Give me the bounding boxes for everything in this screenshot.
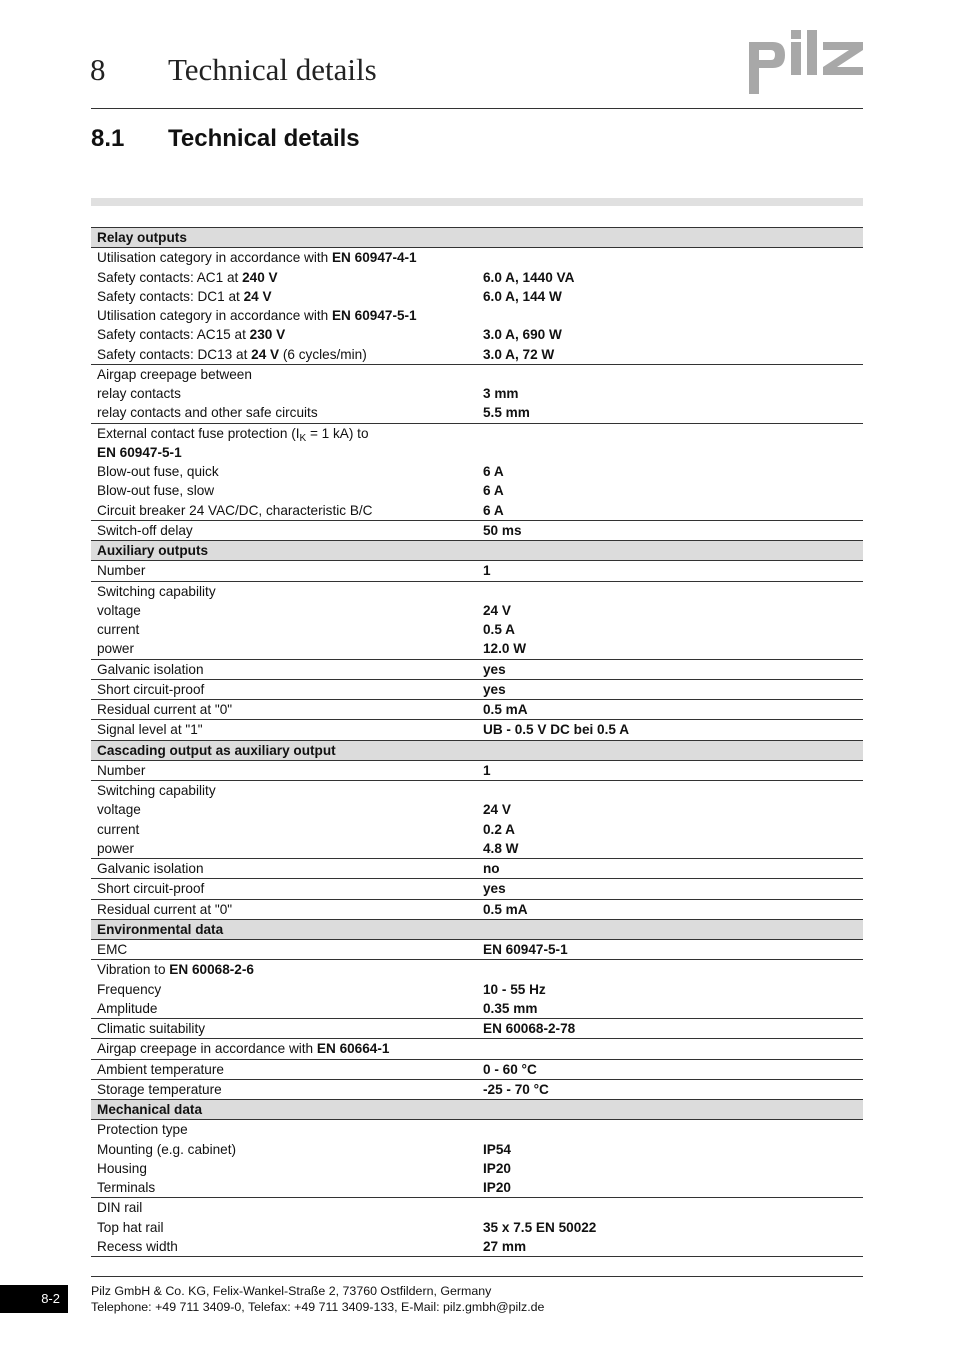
table-row [91,781,863,801]
table-row [91,1120,863,1140]
technical-details-table [91,227,863,1257]
label-suffix: = 1 kA) to [306,425,369,441]
row-label [91,520,477,540]
label-text: Top hat rail [97,1219,164,1235]
table-row [91,760,863,780]
label-text: Switching capability [97,783,216,798]
label-text: Recess width [97,1238,178,1254]
section-header-label: Cascading output as auxiliary output [91,740,477,760]
label-text: Short circuit-proof [97,681,205,697]
table-row [91,601,863,620]
row-value [477,1198,863,1218]
row-label [91,620,477,639]
row-value: 4.8 W [477,839,863,859]
table-row [91,879,863,899]
row-value: IP54 [483,1141,511,1157]
table-row [91,940,863,960]
table-row [91,960,863,980]
table-row [91,248,863,268]
header-rule [91,108,863,109]
row-label [91,581,477,601]
label-text: Storage temperature [97,1081,222,1097]
row-label [91,443,477,462]
row-value: EN 60947-5-1 [477,940,863,960]
row-value: 3.0 A, 690 W [483,327,562,343]
label-text: Safety contacts: AC1 at [97,269,243,285]
label-text: DIN rail [97,1200,143,1216]
row-label [91,345,477,365]
row-label [91,306,477,325]
label-standard: EN 60947-5-1 [331,308,417,323]
section-header-value [477,740,863,760]
label-text: Mounting (e.g. cabinet) [97,1141,237,1157]
table-row [91,501,863,521]
label-standard: EN 60947-5-1 [97,444,182,460]
row-value: 6 A [483,483,504,499]
section-header-value [477,228,863,248]
table-row [91,462,863,481]
label-text: Ambient temperature [97,1061,224,1077]
table-row [91,1059,863,1079]
row-value: yes [477,679,863,699]
row-label [91,1039,477,1059]
table-row [91,800,863,819]
table-row [91,306,863,325]
label-text: Short circuit-proof [97,881,205,897]
label-text: power [97,641,135,657]
table-row [91,820,863,839]
row-value [477,960,863,980]
row-value: 6 A [483,464,504,479]
table-section-header [91,740,863,760]
label-text: Number [97,762,146,778]
table-row [91,639,863,659]
label-text: Airgap creepage between [97,366,252,382]
table-row [91,581,863,601]
table-row [91,1019,863,1039]
row-value: 6 A [477,501,863,521]
label-subscript: K [299,432,307,444]
table-row [91,720,863,740]
row-label [91,700,477,720]
row-value: 24 V [483,602,511,618]
table-section-header [91,228,863,248]
row-value: 35 x 7.5 EN 50022 [483,1219,597,1235]
table-row [91,980,863,999]
label-text: voltage [97,602,141,618]
table-row [91,679,863,699]
row-label [91,820,477,839]
row-value [477,364,863,384]
row-label [91,501,477,521]
row-value: 0 - 60 °C [477,1059,863,1079]
row-label [91,980,477,999]
label-text: Blow-out fuse, slow [97,483,215,499]
row-value: yes [477,879,863,899]
table-row [91,443,863,462]
row-value [477,781,863,801]
row-label [91,1059,477,1079]
row-label [91,960,477,980]
label-standard: 240 V [242,269,278,285]
label-text: Frequency [97,981,162,997]
section-header-label: Auxiliary outputs [91,541,477,561]
chapter-title: Technical details [168,52,377,87]
label-text: power [97,840,135,856]
row-label [91,781,477,801]
row-label [91,879,477,899]
section-title: Technical details [168,125,360,152]
label-text: Protection type [97,1122,188,1138]
label-text: Switch-off delay [97,522,193,538]
table-row [91,268,863,287]
row-label [91,325,477,344]
table-row [91,1178,863,1198]
table-row [91,700,863,720]
label-text: relay contacts [97,386,181,401]
row-label [91,859,477,879]
table-row [91,520,863,540]
row-label [91,1178,477,1198]
row-value [477,581,863,601]
table-section-header [91,541,863,561]
row-label [91,1218,477,1237]
row-value: no [477,859,863,879]
row-value: 24 V [483,802,511,818]
footer-rule [91,1276,863,1277]
table-row [91,403,863,423]
row-value [477,443,863,462]
row-label [91,601,477,620]
row-value [477,1039,863,1059]
row-label [91,679,477,699]
row-value: 0.2 A [483,821,515,837]
label-standard: 24 V [251,346,280,362]
section-header-value [477,1100,863,1120]
row-label [91,800,477,819]
label-suffix: (6 cycles/min) [279,346,367,362]
row-value: 6.0 A, 1440 VA [483,269,575,285]
section-header-label: Mechanical data [91,1100,477,1120]
row-label [91,839,477,859]
row-label [91,1120,477,1140]
table-row [91,1218,863,1237]
row-value: 27 mm [483,1238,527,1254]
row-label [91,423,477,443]
table-row [91,620,863,639]
table-row [91,364,863,384]
row-value [477,423,863,443]
row-value: 50 ms [477,520,863,540]
row-value: 3.0 A, 72 W [477,345,863,365]
row-value: UB - 0.5 V DC bei 0.5 A [477,720,863,740]
label-text: Terminals [97,1180,156,1195]
row-label [91,899,477,919]
section-header-label: Environmental data [91,919,477,939]
row-value [477,1120,863,1140]
label-text: Airgap creepage in accordance with [97,1041,317,1057]
label-text: Utilisation category in accordance with [97,250,332,266]
row-label [91,364,477,384]
row-value: 6.0 A, 144 W [483,288,562,304]
row-value: 10 - 55 Hz [483,981,546,997]
label-standard: 230 V [249,327,286,343]
row-label [91,1237,477,1257]
table-row [91,859,863,879]
row-label [91,760,477,780]
table-row [91,1140,863,1159]
row-label [91,403,477,423]
row-value: IP20 [477,1178,863,1198]
row-label [91,481,477,500]
table-row [91,345,863,365]
page-number: 8-2 [0,1285,68,1313]
row-label [91,999,477,1019]
row-label [91,720,477,740]
label-text: Safety contacts: DC13 at [97,346,252,362]
row-label [91,1019,477,1039]
table-row [91,1039,863,1059]
label-text: Signal level at "1" [97,722,203,738]
row-label [91,1079,477,1099]
section-header-label: Relay outputs [91,228,477,248]
label-text: Switching capability [97,583,216,599]
row-label [91,1140,477,1159]
label-text: Utilisation category in accordance with [97,308,332,323]
row-value [477,306,863,325]
row-value [477,248,863,268]
label-standard: EN 60664-1 [316,1041,390,1057]
label-text: current [97,622,140,637]
section-header-value [477,541,863,561]
row-value: IP20 [483,1160,511,1176]
label-text: Safety contacts: DC1 at [97,288,244,304]
label-text: voltage [97,802,141,818]
chapter-number: 8 [90,52,106,87]
table-section-header [91,919,863,939]
table-row [91,1237,863,1257]
label-text: Residual current at "0" [97,901,233,917]
table-row [91,999,863,1019]
table-row [91,423,863,443]
label-text: current [97,821,140,837]
table-row [91,561,863,581]
table-row [91,1159,863,1178]
table-row [91,659,863,679]
footer-contact: Telephone: +49 711 3409-0, Telefax: +49 711 3409-133, E-Mail: pilz.gmbh@pilz.de [91,1300,545,1314]
table-row [91,481,863,500]
row-value: 0.5 A [483,622,515,637]
row-value: 5.5 mm [477,403,863,423]
table-row [91,384,863,403]
row-value: 1 [477,760,863,780]
section-number: 8.1 [91,125,125,152]
row-value: 12.0 W [477,639,863,659]
row-label [91,384,477,403]
footer-address: Pilz GmbH & Co. KG, Felix-Wankel-Straße 2, 73760 Ostfildern, Germany [91,1284,492,1298]
label-standard: 24 V [243,288,272,304]
pilz-logo [747,28,865,94]
row-label [91,287,477,306]
label-text: External contact fuse protection (I [97,425,300,441]
table-row [91,1198,863,1218]
table-row [91,1079,863,1099]
row-label [91,940,477,960]
label-text: Galvanic isolation [97,661,204,677]
row-value: 0.5 mA [477,700,863,720]
label-standard: EN 60947-4-1 [331,250,417,266]
label-text: Residual current at "0" [97,702,233,717]
label-text: EMC [97,942,128,957]
label-text: Circuit breaker 24 VAC/DC, characteristic B/C [97,502,373,518]
row-value: yes [477,659,863,679]
row-label [91,268,477,287]
row-label [91,639,477,659]
table-row [91,325,863,344]
row-value: 3 mm [483,386,519,401]
row-label [91,659,477,679]
row-label [91,248,477,268]
table-row [91,839,863,859]
label-standard: EN 60068-2-6 [169,962,254,978]
row-value: 0.5 mA [477,899,863,919]
grey-band [91,198,863,206]
section-header-value [477,919,863,939]
table-section-header [91,1100,863,1120]
label-text: Blow-out fuse, quick [97,464,219,479]
row-label [91,561,477,581]
label-text: Amplitude [97,1000,158,1016]
label-text: Galvanic isolation [97,861,204,876]
row-value: 1 [477,561,863,581]
label-text: Number [97,563,146,579]
row-value: EN 60068-2-78 [477,1019,863,1039]
label-text: Climatic suitability [97,1021,206,1036]
label-text: Safety contacts: AC15 at [97,327,250,343]
row-label [91,1198,477,1218]
row-label [91,1159,477,1178]
label-text: Vibration to [97,962,170,978]
label-text: relay contacts and other safe circuits [97,405,318,421]
row-label [91,462,477,481]
table-row [91,899,863,919]
row-value: -25 - 70 °C [477,1079,863,1099]
table-row [91,287,863,306]
label-text: Housing [97,1160,147,1176]
row-value: 0.35 mm [477,999,863,1019]
